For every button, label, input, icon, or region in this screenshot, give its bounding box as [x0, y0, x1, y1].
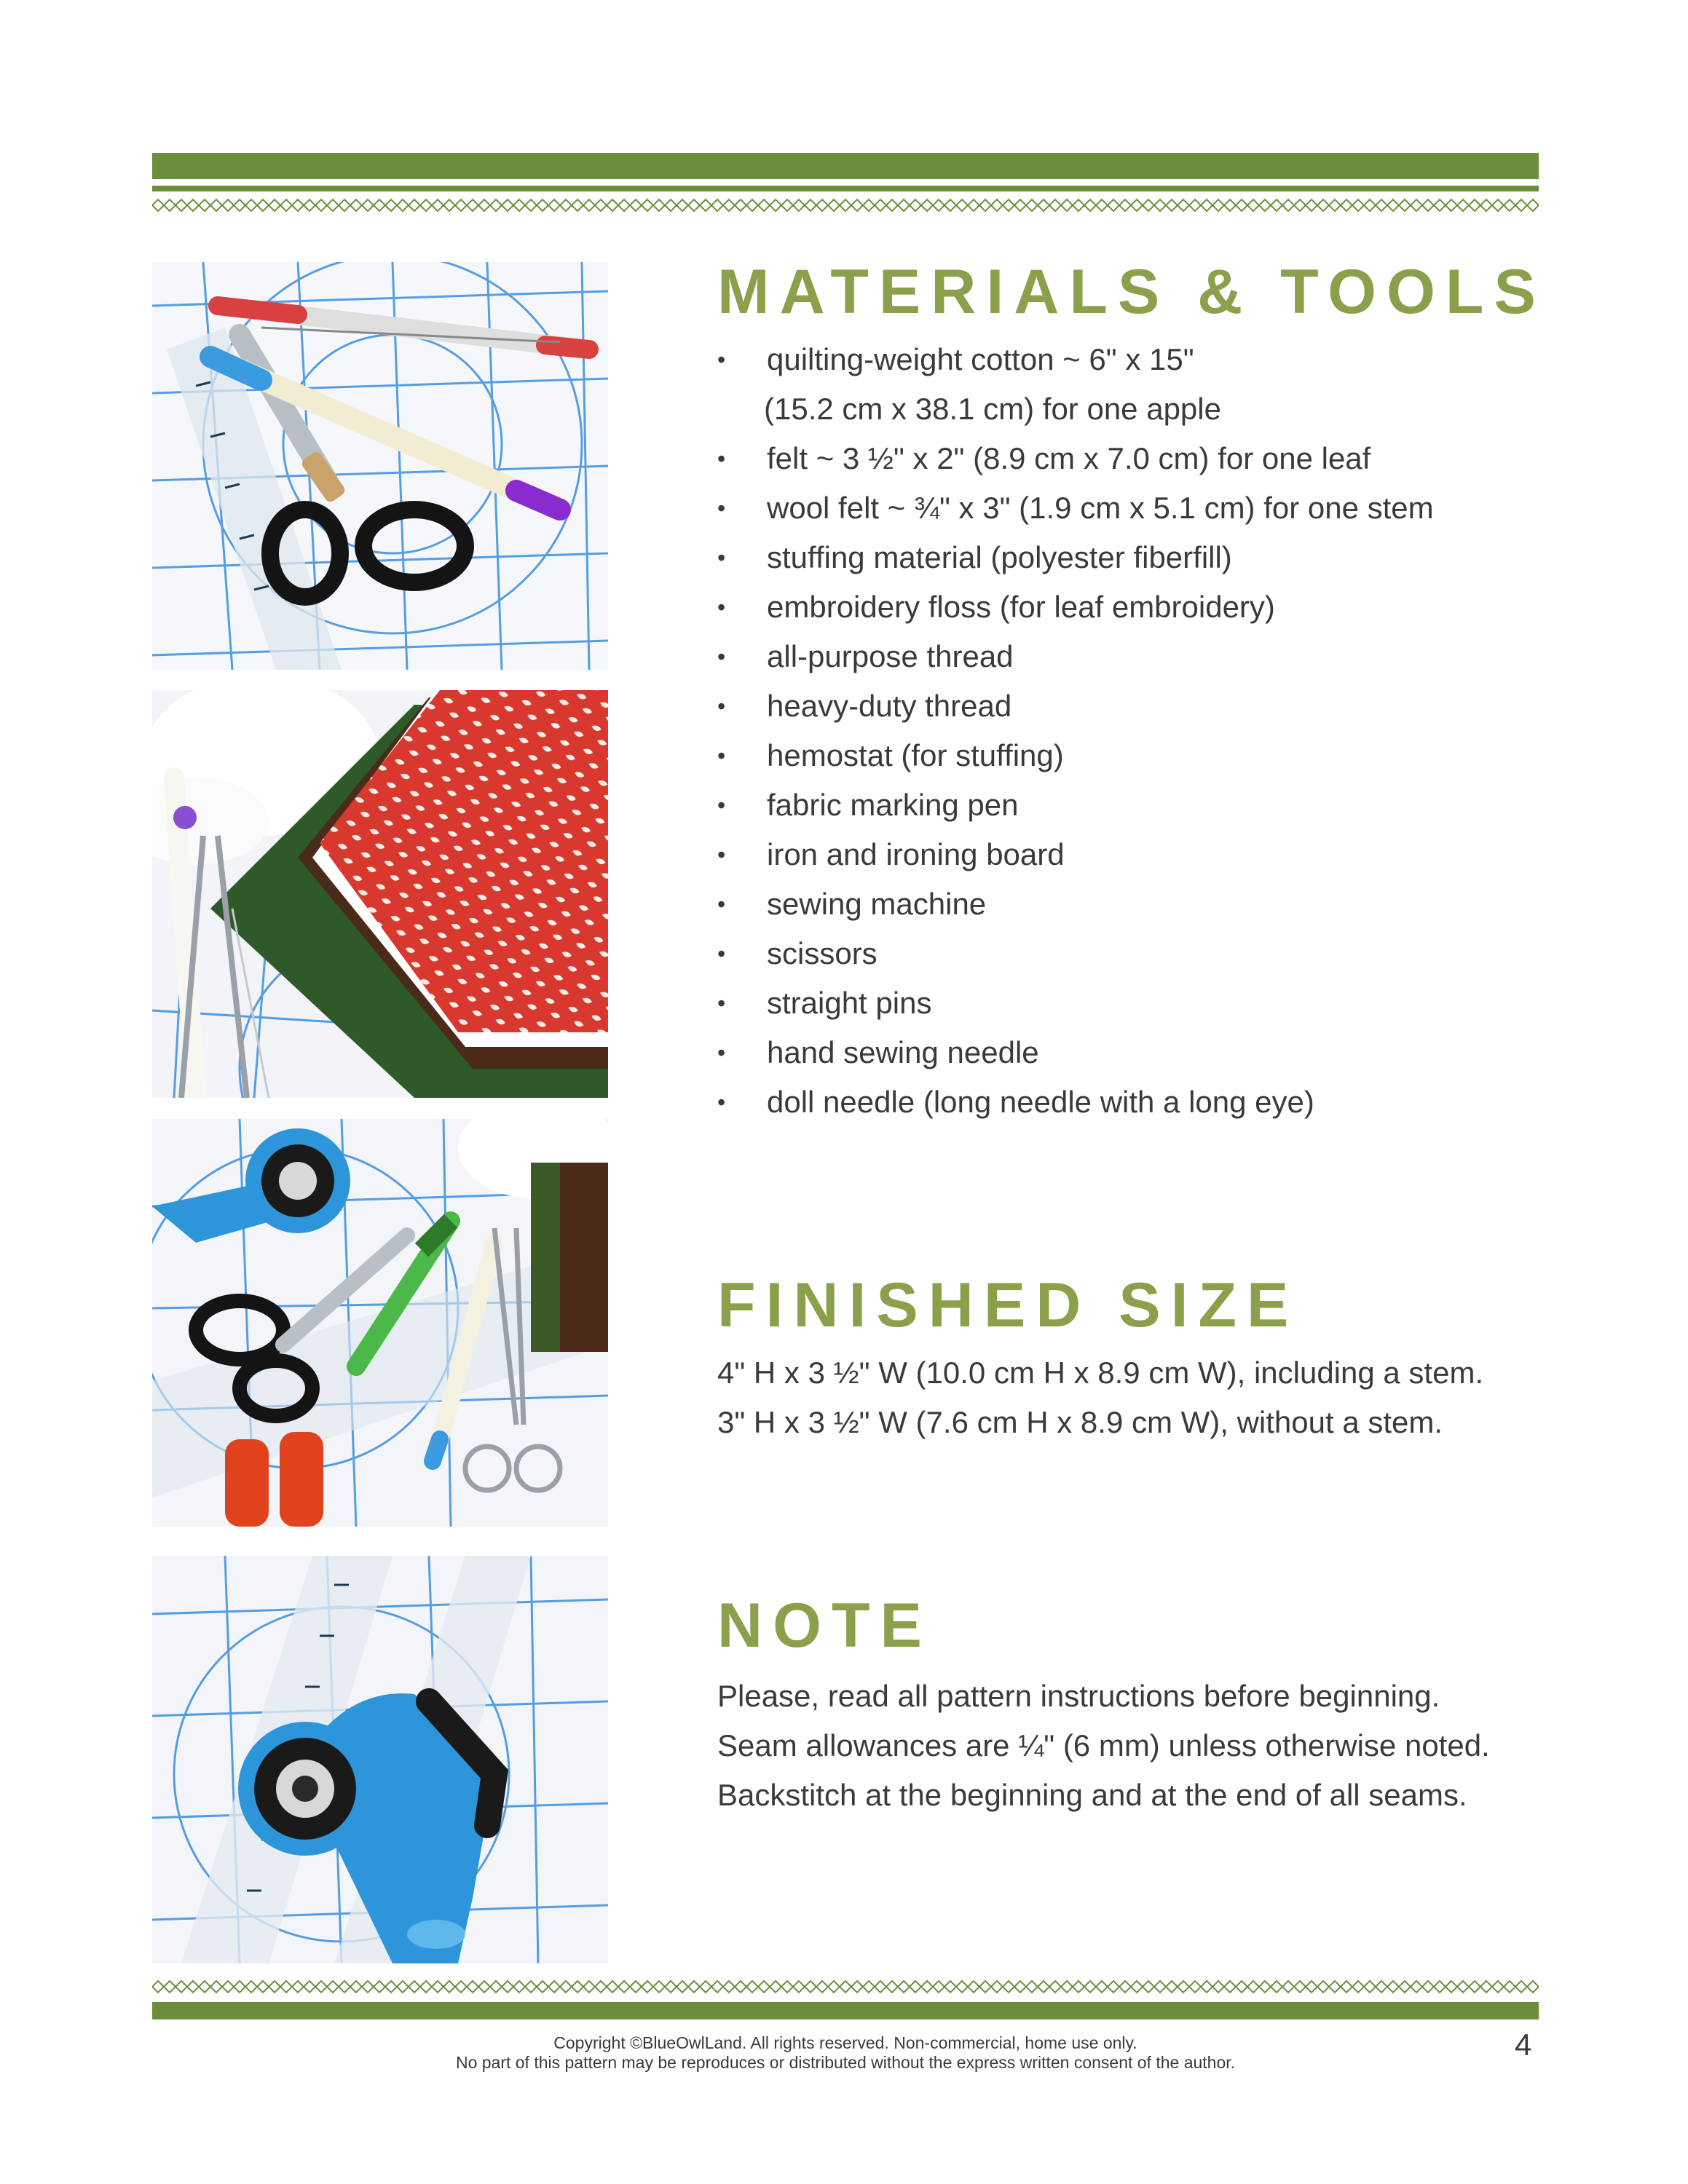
- list-item: [717, 731, 1434, 780]
- copyright-line: Copyright ©BlueOwlLand. All rights reserved. Non-commercial, home use only.: [553, 2033, 1137, 2052]
- list-item-text: • quilting-weight cotton ~ 6" x 15": [767, 342, 1194, 376]
- list-item-text-continued: (15.2 cm x 38.1 cm) for one apple: [764, 392, 1221, 426]
- header-zigzag-border: [152, 197, 1539, 214]
- list-item-text: • heavy-duty thread: [767, 689, 1012, 723]
- list-item: [717, 533, 1434, 582]
- footer-band: [152, 2002, 1539, 2019]
- list-item-text: • all-purpose thread: [767, 639, 1014, 673]
- page-number: 4: [1515, 2027, 1532, 2062]
- list-item-text: • felt ~ 3 ½" x 2" (8.9 cm x 7.0 cm) for one leaf: [767, 441, 1371, 475]
- list-item: [717, 582, 1434, 632]
- photo-scissors-pens: [152, 262, 608, 670]
- finished-size-without-stem: 3" H x 3 ½" W (7.6 cm H x 8.9 cm W), without a stem.: [717, 1405, 1443, 1439]
- header-band-thin: [152, 186, 1539, 191]
- finished-size-heading: FINISHED SIZE: [717, 1270, 1299, 1340]
- note-heading: NOTE: [717, 1591, 932, 1661]
- list-item: [717, 1028, 1434, 1077]
- list-item-text: • hand sewing needle: [767, 1035, 1039, 1069]
- header-band-thick: [152, 153, 1539, 179]
- list-item: [717, 879, 1434, 929]
- footer-copyright: [152, 2033, 1539, 2073]
- note-line-backstitch: Backstitch at the beginning and at the end of all seams.: [717, 1778, 1467, 1812]
- list-item: [717, 1077, 1434, 1127]
- list-item-text: • sewing machine: [767, 887, 987, 921]
- finished-size-with-stem: 4" H x 3 ½" W (10.0 cm H x 8.9 cm W), including a stem.: [717, 1356, 1484, 1390]
- list-item: [717, 929, 1434, 978]
- list-item: [717, 978, 1434, 1028]
- list-item: [717, 335, 1434, 434]
- materials-heading: MATERIALS & TOOLS: [717, 257, 1546, 327]
- distribution-notice: No part of this pattern may be reproduces or distributed without the express written consent of the author.: [455, 2053, 1236, 2072]
- list-item-text: • straight pins: [767, 986, 932, 1020]
- list-item-text: • iron and ironing board: [767, 837, 1065, 871]
- photo-fabric-felt: [152, 690, 608, 1098]
- footer-zigzag-border: [152, 1978, 1539, 1995]
- list-item: [717, 483, 1434, 533]
- list-item-text: • hemostat (for stuffing): [767, 738, 1064, 772]
- photo-rotary-cutter: [152, 1556, 608, 1963]
- list-item: [717, 681, 1434, 731]
- list-item-text: • fabric marking pen: [767, 788, 1019, 822]
- list-item-text: • wool felt ~ ¾" x 3" (1.9 cm x 5.1 cm) for one stem: [767, 491, 1434, 525]
- list-item: [717, 830, 1434, 879]
- photo-tools-assortment: [152, 1119, 608, 1527]
- note-line-seam-allowances: Seam allowances are ¼" (6 mm) unless otherwise noted.: [717, 1728, 1490, 1762]
- list-item-text: • embroidery floss (for leaf embroidery): [767, 590, 1275, 624]
- materials-list: [717, 335, 1434, 1127]
- list-item: [717, 632, 1434, 681]
- list-item-text: • stuffing material (polyester fiberfill): [767, 540, 1232, 574]
- note-line-read-instructions: Please, read all pattern instructions before beginning.: [717, 1679, 1440, 1713]
- list-item-text: • doll needle (long needle with a long eye): [767, 1085, 1314, 1119]
- list-item-text: • scissors: [767, 936, 877, 970]
- list-item: [717, 780, 1434, 830]
- list-item: [717, 434, 1434, 483]
